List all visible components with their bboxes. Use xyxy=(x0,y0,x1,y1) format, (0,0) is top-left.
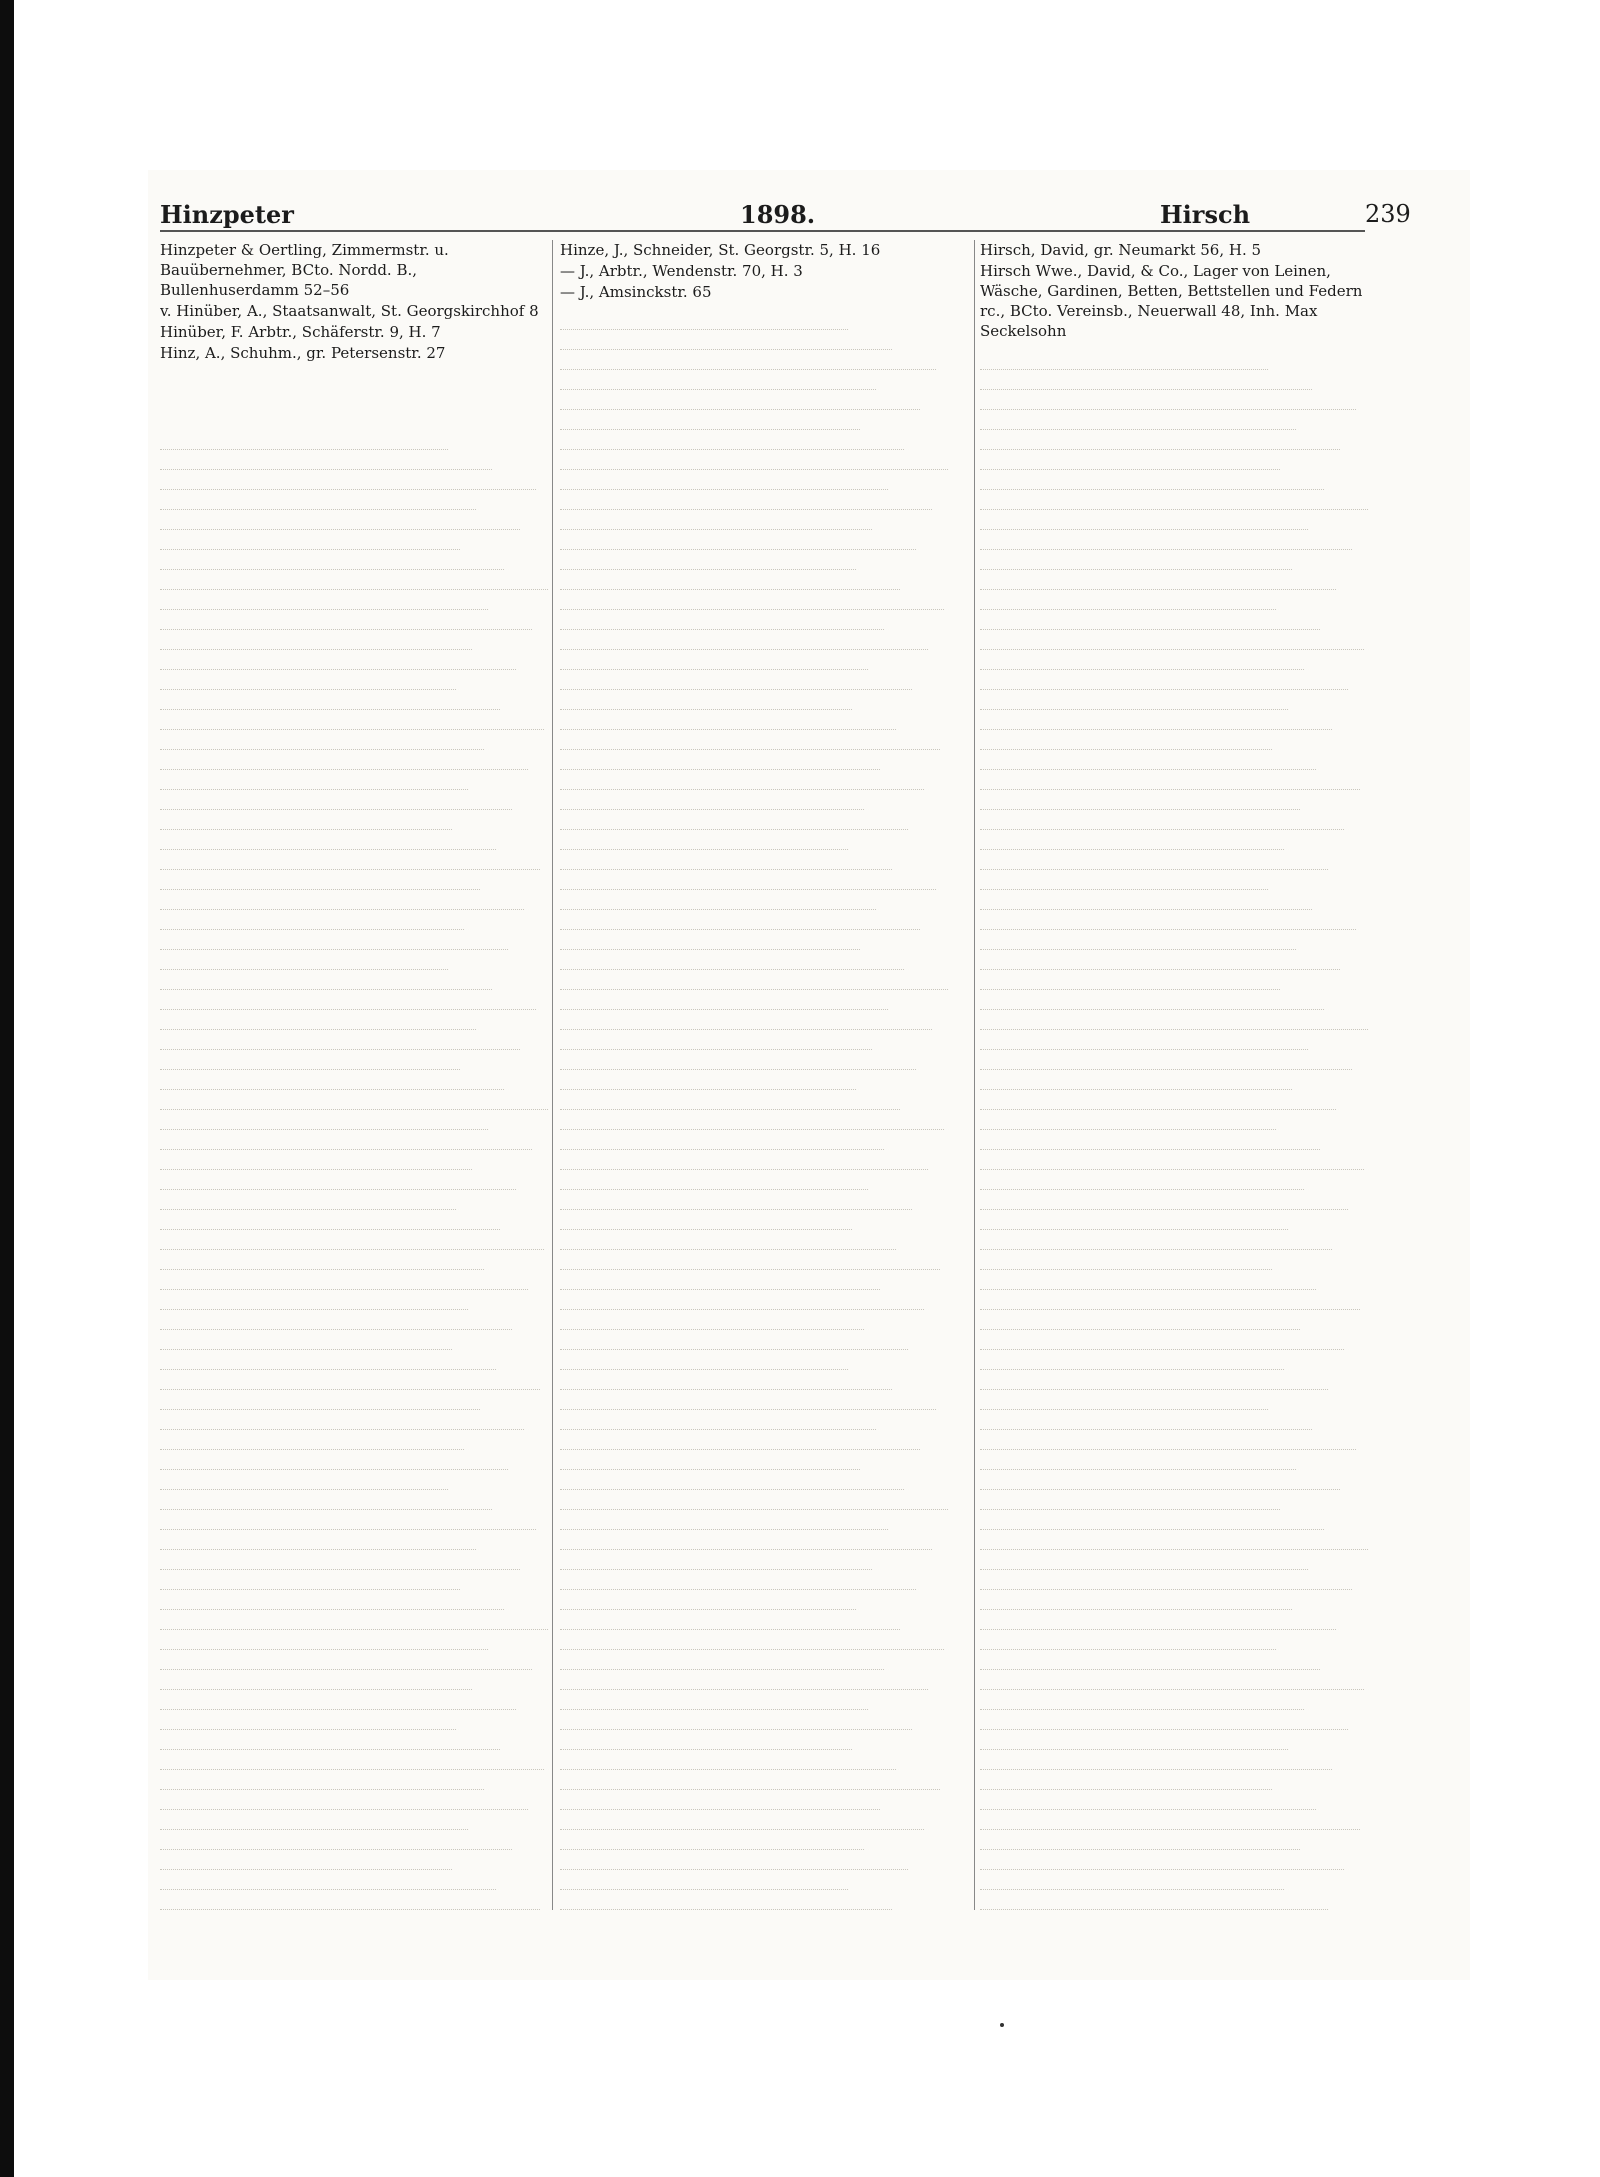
text-line-placeholder xyxy=(560,1710,912,1730)
text-line-placeholder xyxy=(560,1350,848,1370)
text-line-placeholder xyxy=(980,1630,1276,1650)
text-line-placeholder xyxy=(160,1610,548,1630)
directory-entry: Hinzpeter & Oertling, Zimmermstr. u. Bauübernehmer, BCto. Nordd. B., Bullenhuserdamm 52–56 xyxy=(160,241,449,299)
text-line-placeholder xyxy=(560,830,848,850)
text-line-placeholder xyxy=(160,690,500,710)
text-line-placeholder xyxy=(560,1010,932,1030)
text-line-placeholder xyxy=(160,590,488,610)
text-line-placeholder xyxy=(160,1710,456,1730)
text-line-placeholder xyxy=(160,570,548,590)
text-line-placeholder xyxy=(160,1450,508,1470)
text-line-placeholder xyxy=(980,530,1352,550)
column-3 xyxy=(980,240,1380,1910)
text-line-placeholder xyxy=(160,430,448,450)
directory-entry: Hirsch Wwe., David, & Co., Lager von Leinen, Wäsche, Gardinen, Betten, Bettstellen und Federn rc., BCto. Vereinsb., Neuerwall 48, Inh. Max Seckelsohn xyxy=(980,262,1363,340)
text-line-placeholder xyxy=(560,710,896,730)
text-line-placeholder xyxy=(160,610,532,630)
text-line-placeholder xyxy=(560,930,860,950)
text-line-placeholder xyxy=(560,1070,856,1090)
text-line-placeholder xyxy=(160,970,492,990)
text-line-placeholder xyxy=(560,430,904,450)
text-line-placeholder xyxy=(560,1830,864,1850)
text-line-placeholder xyxy=(980,790,1300,810)
text-line-placeholder xyxy=(160,910,464,930)
text-line-placeholder xyxy=(560,1510,888,1530)
text-line-placeholder xyxy=(160,510,520,530)
text-line-placeholder xyxy=(980,1470,1340,1490)
text-line-placeholder xyxy=(980,1170,1304,1190)
text-line-placeholder xyxy=(980,1790,1316,1810)
text-line-placeholder xyxy=(980,1370,1328,1390)
text-line-placeholder xyxy=(160,1390,480,1410)
text-line-placeholder xyxy=(160,1650,532,1670)
text-line-placeholder xyxy=(980,1690,1304,1710)
text-line-placeholder xyxy=(160,1170,516,1190)
scan-edge xyxy=(0,0,14,2177)
text-line-placeholder xyxy=(560,910,920,930)
text-line-placeholder xyxy=(560,510,872,530)
text-line-placeholder xyxy=(560,530,916,550)
text-line-placeholder xyxy=(980,1330,1344,1350)
text-line-placeholder xyxy=(560,550,856,570)
text-line-placeholder xyxy=(160,1570,460,1590)
text-line-placeholder xyxy=(560,970,948,990)
text-line-placeholder xyxy=(980,1210,1288,1230)
text-line-placeholder xyxy=(160,890,524,910)
text-line-placeholder xyxy=(980,630,1364,650)
text-line-placeholder xyxy=(980,1750,1332,1770)
text-line-placeholder xyxy=(160,1130,532,1150)
text-line-placeholder xyxy=(980,930,1296,950)
text-line-placeholder xyxy=(160,1070,504,1090)
text-line-placeholder xyxy=(980,1550,1308,1570)
text-line-placeholder xyxy=(980,1490,1280,1510)
text-line-placeholder xyxy=(560,1110,944,1130)
text-line-placeholder xyxy=(160,1730,500,1750)
text-line-placeholder xyxy=(560,1730,852,1750)
untranscribed-lines xyxy=(160,430,560,1910)
text-line-placeholder xyxy=(980,1010,1368,1030)
text-line-placeholder xyxy=(560,450,948,470)
text-line-placeholder xyxy=(560,730,940,750)
text-line-placeholder xyxy=(560,1470,904,1490)
text-line-placeholder xyxy=(560,1410,876,1430)
column-1 xyxy=(160,240,560,1910)
text-line-placeholder xyxy=(560,1250,940,1270)
text-line-placeholder xyxy=(160,1850,452,1870)
text-line-placeholder xyxy=(560,1290,924,1310)
text-line-placeholder xyxy=(160,630,472,650)
text-line-placeholder xyxy=(560,770,924,790)
text-line-placeholder xyxy=(160,1530,476,1550)
text-line-placeholder xyxy=(160,1830,512,1850)
text-line-placeholder xyxy=(980,1310,1300,1330)
text-line-placeholder xyxy=(160,1670,472,1690)
text-line-placeholder xyxy=(980,510,1308,530)
text-line-placeholder xyxy=(980,650,1304,670)
text-line-placeholder xyxy=(160,1090,548,1110)
text-line-placeholder xyxy=(980,890,1312,910)
text-line-placeholder xyxy=(560,490,932,510)
text-line-placeholder xyxy=(160,1010,476,1030)
untranscribed-lines xyxy=(980,350,1380,1910)
text-line-placeholder xyxy=(560,1810,924,1830)
text-line-placeholder xyxy=(560,470,888,490)
text-line-placeholder xyxy=(160,1690,516,1710)
text-line-placeholder xyxy=(560,1690,868,1710)
text-line-placeholder xyxy=(560,1030,872,1050)
text-line-placeholder xyxy=(980,950,1340,970)
text-line-placeholder xyxy=(980,1390,1268,1410)
text-line-placeholder xyxy=(980,1430,1356,1450)
text-line-placeholder xyxy=(560,1330,908,1350)
text-line-placeholder xyxy=(980,550,1292,570)
text-line-placeholder xyxy=(980,830,1284,850)
text-line-placeholder xyxy=(160,810,452,830)
text-line-placeholder xyxy=(980,1770,1272,1790)
text-line-placeholder xyxy=(980,570,1336,590)
text-line-placeholder xyxy=(560,1630,944,1650)
directory-entry: Hinüber, F. Arbtr., Schäferstr. 9, H. 7 xyxy=(160,323,441,341)
text-line-placeholder xyxy=(160,1290,468,1310)
text-line-placeholder xyxy=(560,610,884,630)
text-line-placeholder xyxy=(980,990,1324,1010)
text-line-placeholder xyxy=(980,1090,1336,1110)
text-line-placeholder xyxy=(560,590,944,610)
text-line-placeholder xyxy=(980,1110,1276,1130)
directory-entry: Hinz, A., Schuhm., gr. Petersenstr. 27 xyxy=(160,344,446,362)
text-line-placeholder xyxy=(980,1870,1284,1890)
text-line-placeholder xyxy=(560,1570,916,1590)
text-line-placeholder xyxy=(160,1870,496,1890)
text-line-placeholder xyxy=(560,370,876,390)
text-line-placeholder xyxy=(980,1270,1316,1290)
text-line-placeholder xyxy=(560,1150,928,1170)
text-line-placeholder xyxy=(560,390,920,410)
text-line-placeholder xyxy=(980,1350,1284,1370)
text-line-placeholder xyxy=(560,1210,852,1230)
text-line-placeholder xyxy=(160,670,456,690)
text-line-placeholder xyxy=(980,1250,1272,1270)
text-line-placeholder xyxy=(560,1190,912,1210)
text-line-placeholder xyxy=(980,390,1356,410)
text-line-placeholder xyxy=(560,1050,916,1070)
text-line-placeholder xyxy=(160,1810,468,1830)
text-line-placeholder xyxy=(560,1390,936,1410)
text-line-placeholder xyxy=(560,1450,860,1470)
text-line-placeholder xyxy=(980,750,1316,770)
text-line-placeholder xyxy=(560,1890,892,1910)
text-line-placeholder xyxy=(980,1710,1348,1730)
text-line-placeholder xyxy=(560,810,908,830)
text-line-placeholder xyxy=(160,1510,536,1530)
running-head-left: Hinzpeter xyxy=(160,200,294,229)
text-line-placeholder xyxy=(160,1370,540,1390)
text-line-placeholder xyxy=(160,1270,528,1290)
text-line-placeholder xyxy=(160,1410,524,1430)
text-line-placeholder xyxy=(160,1490,492,1510)
text-line-placeholder xyxy=(980,1230,1332,1250)
text-line-placeholder xyxy=(160,990,536,1010)
text-line-placeholder xyxy=(160,750,528,770)
text-line-placeholder xyxy=(980,1610,1336,1630)
text-line-placeholder xyxy=(560,650,868,670)
text-line-placeholder xyxy=(980,770,1360,790)
column-2 xyxy=(560,240,960,1910)
text-line-placeholder xyxy=(560,1610,900,1630)
text-line-placeholder xyxy=(560,1850,908,1870)
text-line-placeholder xyxy=(980,710,1332,730)
text-line-placeholder xyxy=(980,590,1276,610)
text-line-placeholder xyxy=(560,1590,856,1610)
text-line-placeholder xyxy=(560,1370,892,1390)
page-mark xyxy=(1000,2023,1004,2027)
text-line-placeholder xyxy=(560,850,892,870)
text-line-placeholder xyxy=(560,310,848,330)
text-line-placeholder xyxy=(160,770,468,790)
text-line-placeholder xyxy=(980,1410,1312,1430)
text-line-placeholder xyxy=(560,670,912,690)
text-line-placeholder xyxy=(560,1230,896,1250)
text-line-placeholder xyxy=(160,730,484,750)
text-line-placeholder xyxy=(980,670,1348,690)
directory-entry: Hinze, J., Schneider, St. Georgstr. 5, H. 16 xyxy=(560,241,881,259)
text-line-placeholder xyxy=(160,1470,448,1490)
text-line-placeholder xyxy=(980,1850,1344,1870)
directory-entry: Hirsch, David, gr. Neumarkt 56, H. 5 xyxy=(980,241,1262,259)
text-line-placeholder xyxy=(980,1070,1292,1090)
text-line-placeholder xyxy=(160,1210,500,1230)
text-line-placeholder xyxy=(160,450,492,470)
text-line-placeholder xyxy=(560,950,904,970)
text-line-placeholder xyxy=(980,1890,1328,1910)
column-divider xyxy=(974,240,975,1910)
text-line-placeholder xyxy=(980,1590,1292,1610)
text-line-placeholder xyxy=(560,1170,868,1190)
text-line-placeholder xyxy=(160,650,516,670)
text-line-placeholder xyxy=(560,990,888,1010)
text-line-placeholder xyxy=(160,1430,464,1450)
text-line-placeholder xyxy=(980,970,1280,990)
text-line-placeholder xyxy=(560,1770,940,1790)
text-line-placeholder xyxy=(160,930,508,950)
text-line-placeholder xyxy=(160,470,536,490)
text-line-placeholder xyxy=(160,1890,540,1910)
text-line-placeholder xyxy=(160,1350,496,1370)
text-line-placeholder xyxy=(980,610,1320,630)
text-line-placeholder xyxy=(980,1570,1352,1590)
text-line-placeholder xyxy=(560,870,936,890)
text-line-placeholder xyxy=(980,910,1356,930)
directory-entry: — J., Amsinckstr. 65 xyxy=(560,283,712,301)
directory-entry: — J., Arbtr., Wendenstr. 70, H. 3 xyxy=(560,262,803,280)
text-line-placeholder xyxy=(560,1790,880,1810)
text-line-placeholder xyxy=(980,1670,1364,1690)
text-line-placeholder xyxy=(160,710,544,730)
text-line-placeholder xyxy=(560,1750,896,1770)
text-line-placeholder xyxy=(980,870,1268,890)
text-line-placeholder xyxy=(160,1230,544,1250)
text-line-placeholder xyxy=(560,1870,848,1890)
column-divider xyxy=(552,240,553,1910)
text-line-placeholder xyxy=(980,690,1288,710)
running-head-right: Hirsch xyxy=(1160,200,1251,229)
text-line-placeholder xyxy=(560,1650,884,1670)
text-line-placeholder xyxy=(160,550,504,570)
text-line-placeholder xyxy=(980,1130,1320,1150)
untranscribed-lines xyxy=(560,310,960,1910)
text-line-placeholder xyxy=(160,850,540,870)
text-line-placeholder xyxy=(980,1530,1368,1550)
text-line-placeholder xyxy=(560,1130,884,1150)
text-line-placeholder xyxy=(560,1270,880,1290)
text-line-placeholder xyxy=(980,1150,1364,1170)
text-line-placeholder xyxy=(560,890,876,910)
text-line-placeholder xyxy=(980,1050,1352,1070)
text-line-placeholder xyxy=(560,630,928,650)
text-line-placeholder xyxy=(980,1450,1296,1470)
text-line-placeholder xyxy=(980,810,1344,830)
page-number: 239 xyxy=(1365,200,1411,228)
text-line-placeholder xyxy=(160,490,476,510)
text-line-placeholder xyxy=(980,430,1340,450)
text-line-placeholder xyxy=(160,830,496,850)
text-line-placeholder xyxy=(160,1310,512,1330)
text-line-placeholder xyxy=(160,530,460,550)
text-line-placeholder xyxy=(980,1290,1360,1310)
text-line-placeholder xyxy=(980,1830,1300,1850)
text-line-placeholder xyxy=(560,1430,920,1450)
text-line-placeholder xyxy=(560,1490,948,1510)
text-line-placeholder xyxy=(160,1790,528,1810)
text-line-placeholder xyxy=(560,1090,900,1110)
text-line-placeholder xyxy=(560,410,860,430)
text-line-placeholder xyxy=(980,1810,1360,1830)
text-line-placeholder xyxy=(160,950,448,970)
text-line-placeholder xyxy=(160,870,480,890)
text-line-placeholder xyxy=(980,850,1328,870)
running-head-year: 1898. xyxy=(740,200,816,229)
text-line-placeholder xyxy=(560,690,852,710)
text-line-placeholder xyxy=(560,1310,864,1330)
text-line-placeholder xyxy=(980,1650,1320,1670)
text-line-placeholder xyxy=(560,570,900,590)
text-line-placeholder xyxy=(160,1590,504,1610)
text-line-placeholder xyxy=(980,450,1280,470)
text-line-placeholder xyxy=(160,1750,544,1770)
text-line-placeholder xyxy=(560,330,892,350)
text-line-placeholder xyxy=(980,1030,1308,1050)
text-line-placeholder xyxy=(980,1510,1324,1530)
text-line-placeholder xyxy=(160,790,512,810)
text-line-placeholder xyxy=(560,1530,932,1550)
text-line-placeholder xyxy=(160,1330,452,1350)
text-line-placeholder xyxy=(980,350,1268,370)
text-line-placeholder xyxy=(980,730,1272,750)
text-line-placeholder xyxy=(560,1670,928,1690)
text-line-placeholder xyxy=(980,1730,1288,1750)
text-line-placeholder xyxy=(980,470,1324,490)
text-line-placeholder xyxy=(980,370,1312,390)
text-line-placeholder xyxy=(560,1550,872,1570)
text-line-placeholder xyxy=(160,1770,484,1790)
header-rule xyxy=(160,230,1365,232)
text-line-placeholder xyxy=(160,1550,520,1570)
directory-entry: v. Hinüber, A., Staatsanwalt, St. Georgskirchhof 8 xyxy=(160,302,539,320)
text-line-placeholder xyxy=(160,1030,520,1050)
text-line-placeholder xyxy=(160,1150,472,1170)
text-line-placeholder xyxy=(980,490,1368,510)
text-line-placeholder xyxy=(160,1190,456,1210)
text-line-placeholder xyxy=(560,790,864,810)
text-line-placeholder xyxy=(160,1050,460,1070)
text-line-placeholder xyxy=(980,1190,1348,1210)
text-line-placeholder xyxy=(560,350,936,370)
text-line-placeholder xyxy=(160,1110,488,1130)
text-line-placeholder xyxy=(160,1630,488,1650)
text-line-placeholder xyxy=(160,1250,484,1270)
text-line-placeholder xyxy=(560,750,880,770)
text-line-placeholder xyxy=(980,410,1296,430)
